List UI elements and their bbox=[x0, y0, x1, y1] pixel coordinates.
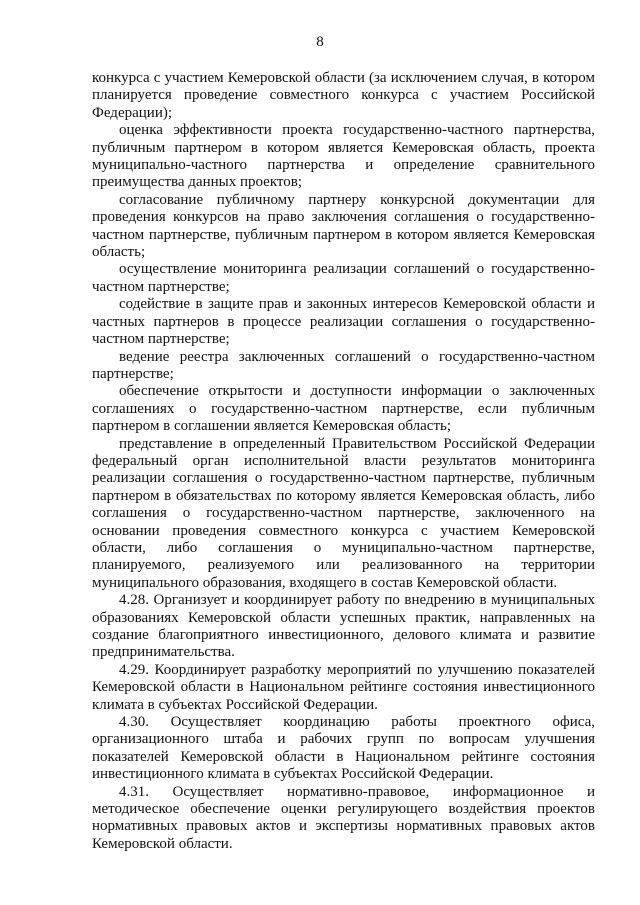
page-number: 8 bbox=[316, 34, 324, 50]
paragraph-4-31: 4.31. Осуществляет нормативно-правовое, информационное и методическое обеспечение оценки регулирующего воздействия проектов нормативных правовых актов и экспертизы нормативных правовых актов Кемеровской области. bbox=[92, 783, 595, 852]
paragraph-transparency: обеспечение открытости и доступности информации о заключенных соглашениях о государственно-частном партнерстве, если публичным партнером в соглашении является Кемеровская область; bbox=[92, 383, 595, 435]
paragraph-rights-protection: содействие в защите прав и законных интересов Кемеровской области и частных партнеров в процессе реализации соглашения о государственно-частном партнерстве; bbox=[92, 296, 595, 348]
paragraph-4-30: 4.30. Осуществляет координацию работы проектного офиса, организационного штаба и рабочих групп по вопросам улучшения показателей Кемеровской области в Национальном рейтинге состояния инвестиционного климата в субъектах Российской Федерации. bbox=[92, 714, 595, 783]
paragraph-registry: ведение реестра заключенных соглашений о государственно-частном партнерстве; bbox=[92, 348, 595, 382]
paragraph-efficiency-assessment: оценка эффективности проекта государственно-частного партнерства, публичным партнером в котором является Кемеровская область, проекта муниципально-частного партнерства и определение сравнительного преимущества данных проектов; bbox=[92, 122, 595, 191]
paragraph-reporting: представление в определенный Правительством Российской Федерации федеральный орган исполнительной власти результатов мониторинга реализации соглашения о государственно-частном партнерстве, публичным партнером в обязательствах по которому является Кемеровская область, либо соглашения о государственно-частном партнерстве, заключенного на основании проведения совместного конкурса с участием Кемеровской области, либо соглашения о муниципально-частном партнерстве, планируемого, реализуемого или реализованного на территории муниципального образования, входящего в состав Кемеровской области. bbox=[92, 435, 595, 591]
paragraph-monitoring: осуществление мониторинга реализации соглашений о государственно-частном партнерстве; bbox=[92, 261, 595, 295]
paragraph-4-29: 4.29. Координирует разработку мероприятий по улучшению показателей Кемеровской области в Национальном рейтинге состояния инвестиционного климата в субъектах Российской Федерации. bbox=[92, 661, 595, 713]
paragraph-4-28: 4.28. Организует и координирует работу по внедрению в муниципальных образованиях Кемеровской области успешных практик, направленных на создание благоприятного инвестиционного, делового климата и развитие предпринимательства. bbox=[92, 592, 595, 661]
paragraph-continuation: конкурса с участием Кемеровской области (за исключением случая, в котором планируется проведение совместного конкурса с участием Российской Федерации); bbox=[92, 70, 595, 121]
paragraph-documentation-approval: согласование публичному партнеру конкурсной документации для проведения конкурсов на право заключения соглашения о государственно-частном партнерстве, публичным партнером в котором является Кемеровская область; bbox=[92, 191, 595, 261]
document-body bbox=[92, 70, 595, 853]
